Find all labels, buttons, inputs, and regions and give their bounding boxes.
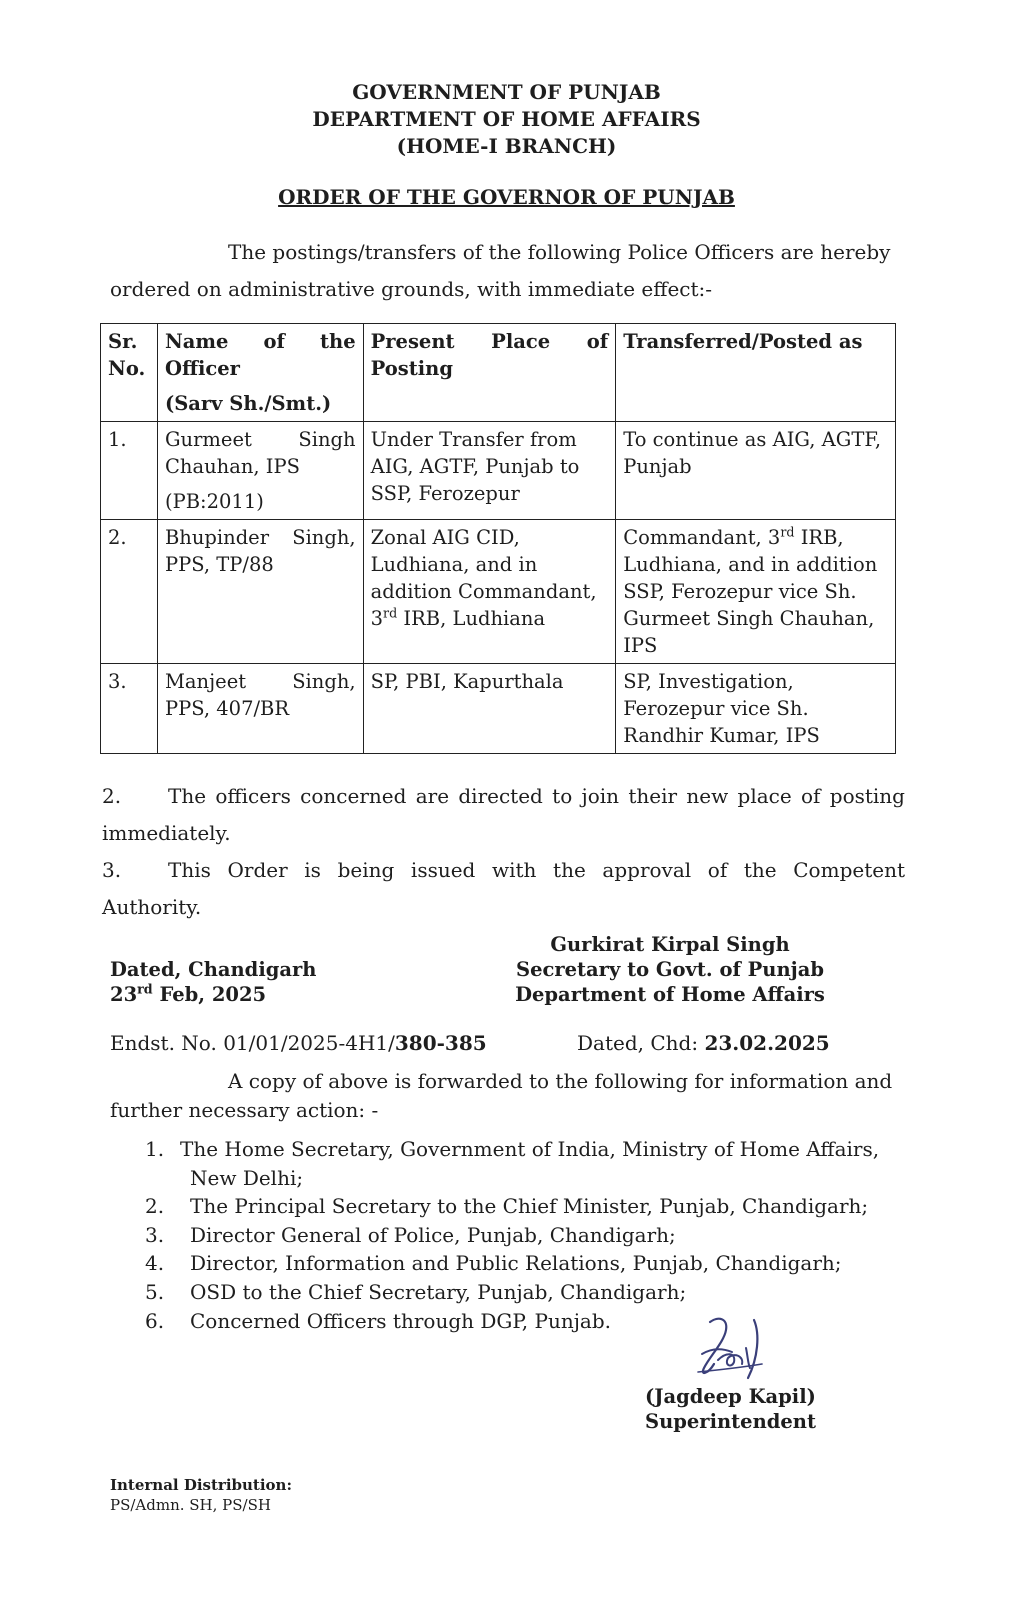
internal-distribution-label: Internal Distribution:: [110, 1476, 292, 1494]
para-2-line-2: immediately.: [102, 821, 231, 845]
order-title: ORDER OF THE GOVERNOR OF PUNJAB: [278, 185, 735, 209]
table-row: [101, 664, 896, 754]
header-line-3: (HOME-I BRANCH): [396, 134, 617, 158]
para-2-number: 2.: [102, 784, 122, 808]
header-line-2: DEPARTMENT OF HOME AFFAIRS: [312, 107, 701, 131]
row-name: Gurmeet Singh Chauhan, IPS (PB:2011): [157, 422, 363, 520]
col-header-present: Present Place of Posting: [363, 324, 616, 422]
para-3-number: 3.: [102, 858, 122, 882]
col-header-transferred: Transferred/Posted as: [616, 324, 896, 422]
col-header-name-sub: (Sarv Sh./Smt.): [164, 392, 332, 415]
para-2-line-1: The officers concerned are directed to join their new place of posting: [168, 784, 905, 808]
row-present: Zonal AIG CID, Ludhiana, and in addition Commandant, 3rd IRB, Ludhiana: [363, 520, 616, 664]
table-header-row: [101, 324, 896, 422]
signatory-name: Gurkirat Kirpal Singh: [550, 933, 790, 956]
row-present: SP, PBI, Kapurthala: [363, 664, 616, 754]
forward-line-1: A copy of above is forwarded to the following for information and: [228, 1069, 893, 1093]
table-row: [101, 520, 896, 664]
handwritten-signature: [688, 1312, 778, 1384]
postings-table: [100, 323, 896, 754]
col-header-sr: Sr. No.: [101, 324, 158, 422]
signatory-dept: Department of Home Affairs: [515, 983, 825, 1006]
internal-distribution-text: PS/Admn. SH, PS/SH: [110, 1496, 271, 1514]
row-sr: 2.: [101, 520, 158, 664]
row-present: Under Transfer from AIG, AGTF, Punjab to SSP, Ferozepur: [363, 422, 616, 520]
row-transferred: SP, Investigation, Ferozepur vice Sh. Randhir Kumar, IPS: [616, 664, 896, 754]
dated-place: Dated, Chandigarh: [110, 958, 317, 981]
dated-block: [110, 957, 316, 1007]
superintendent-title: Superintendent: [645, 1410, 816, 1433]
intro-line-2: ordered on administrative grounds, with immediate effect:-: [110, 277, 713, 301]
endst-date: Dated, Chd: 23.02.2025: [577, 1031, 830, 1055]
header-line-1: GOVERNMENT OF PUNJAB: [352, 80, 661, 104]
intro-line-1: The postings/transfers of the following Police Officers are hereby: [228, 240, 891, 264]
row-sr: 1.: [101, 422, 158, 520]
signatory-title: Secretary to Govt. of Punjab: [516, 958, 824, 981]
row-transferred: To continue as AIG, AGTF, Punjab: [616, 422, 896, 520]
forward-line-2: further necessary action: -: [110, 1098, 379, 1122]
row-name: Manjeet Singh, PPS, 407/BR: [157, 664, 363, 754]
para-3-line-2: Authority.: [102, 895, 202, 919]
signatory-block: [430, 932, 910, 1007]
para-3-line-1: This Order is being issued with the approval of the Competent: [168, 858, 905, 882]
row-transferred: Commandant, 3rd IRB, Ludhiana, and in addition SSP, Ferozepur vice Sh. Gurmeet Singh Chauhan, IPS: [616, 520, 896, 664]
table-row: [101, 422, 896, 520]
row-sr: 3.: [101, 664, 158, 754]
superintendent-block: [645, 1384, 816, 1434]
dated-date: 23rd Feb, 2025: [110, 981, 267, 1006]
col-header-name: Name of the Officer (Sarv Sh./Smt.): [157, 324, 363, 422]
endst-number: Endst. No. 01/01/2025-4H1/380-385: [110, 1031, 487, 1055]
superintendent-name: (Jagdeep Kapil): [645, 1385, 816, 1408]
row-name: Bhupinder Singh, PPS, TP/88: [157, 520, 363, 664]
